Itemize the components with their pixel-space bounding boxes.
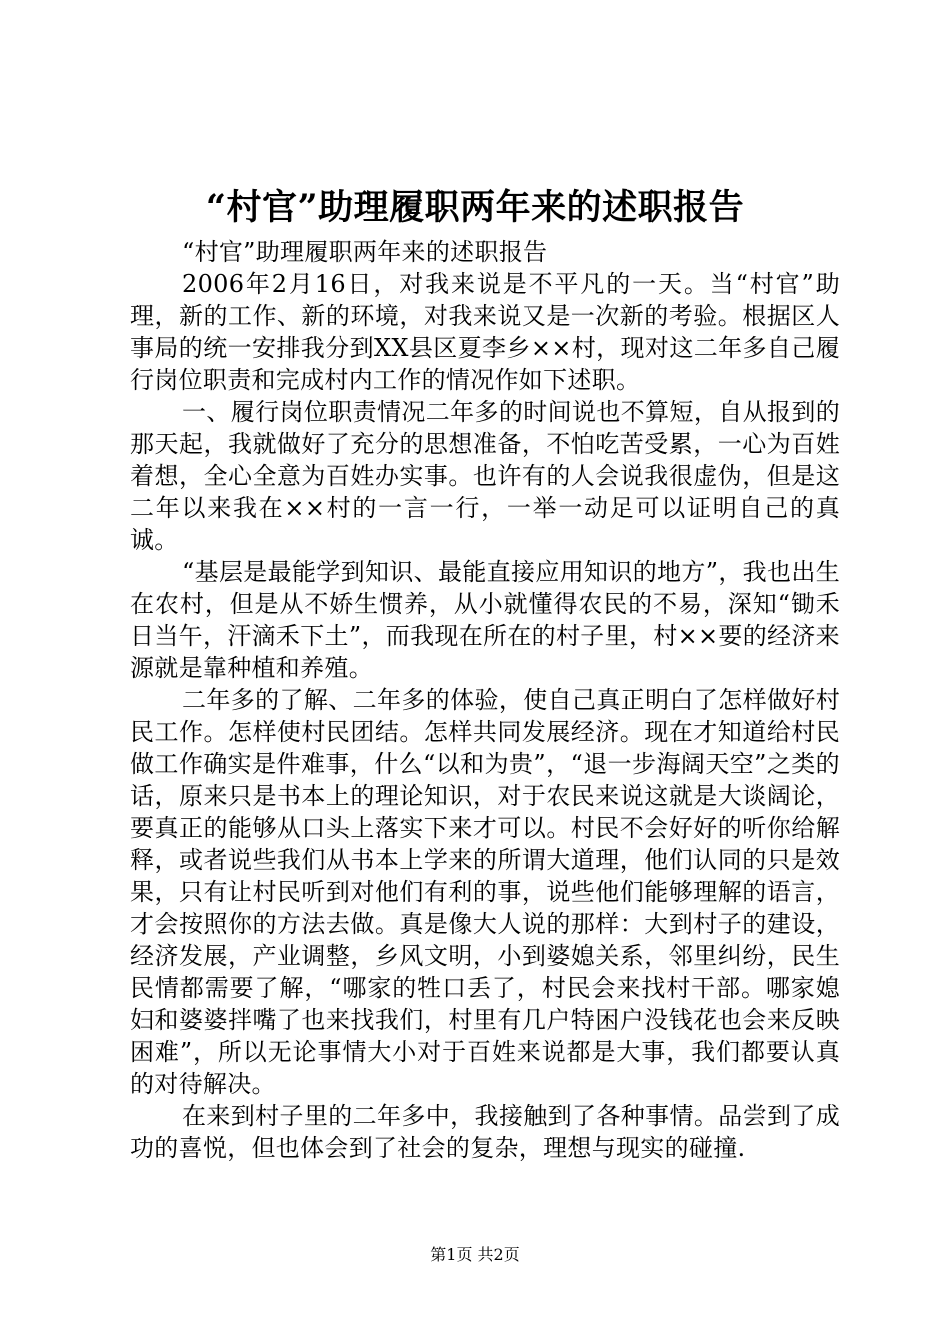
paragraph-experience: 二年多的了解、二年多的体验，使自己真正明白了怎样做好村民工作。怎样使村民团结。怎样共同发展经济。现在才知道给村民做工作确实是件难事，什么“以和为贵”，“退一步海阔天空”之类的话，原来只是书本上的理论知识，对于农民来说这就是大谈阔论，要真正的能够从口头上落实下来才可以。村民不会好好的听你给解释，或者说些我们从书本上学来的所谓大道理，他们认同的只是效果，只有让村民听到对他们有利的事，说些他们能够理解的语言，才会按照你的方法去做。真是像大人说的那样：大到村子的建设，经济发展，产业调整，乡风文明，小到婆媳关系，邻里纠纷，民生民情都需要了解，“哪家的牲口丢了，村民会来找村干部。哪家媳妇和婆婆拌嘴了也来找我们，村里有几户特困户没钱花也会来反映困难”，所以无论事情大小对于百姓来说都是大事，我们都要认真的对待解决。 [130,686,840,1098]
page-number-footer: 第1页 共2页 [430,1245,520,1264]
paragraph-closing: 在来到村子里的二年多中，我接触到了各种事情。品尝到了成功的喜悦，但也体会到了社会的复杂，理想与现实的碰撞. [130,1102,840,1162]
paragraph-duties: 一、履行岗位职责情况二年多的时间说也不算短，自从报到的那天起，我就做好了充分的思想准备，不怕吃苦受累，一心为百姓着想，全心全意为百姓办实事。也许有的人会说我很虚伪，但是这二年以来我在××村的一言一行，一举一动足可以证明自己的真诚。 [130,398,840,554]
document-title: “村官”助理履职两年来的述职报告 [205,187,745,228]
paragraph-grassroots: “基层是最能学到知识、最能直接应用知识的地方”，我也出生在农村，但是从不娇生惯养，从小就懂得农民的不易，深知“锄禾日当午，汗滴禾下土”，而我现在所在的村子里，村××要的经济来源就是靠种植和养殖。 [130,558,840,682]
document-body [130,236,840,1164]
paragraph-subtitle: “村官”助理履职两年来的述职报告 [182,238,548,266]
paragraph-intro: 2006年2月16日，对我来说是不平凡的一天。当“村官”助理，新的工作、新的环境，对我来说又是一次新的考验。根据区人事局的统一安排我分到XX县区夏李乡××村，现对这二年多自己履行岗位职责和完成村内工作的情况作如下述职。 [130,270,840,394]
